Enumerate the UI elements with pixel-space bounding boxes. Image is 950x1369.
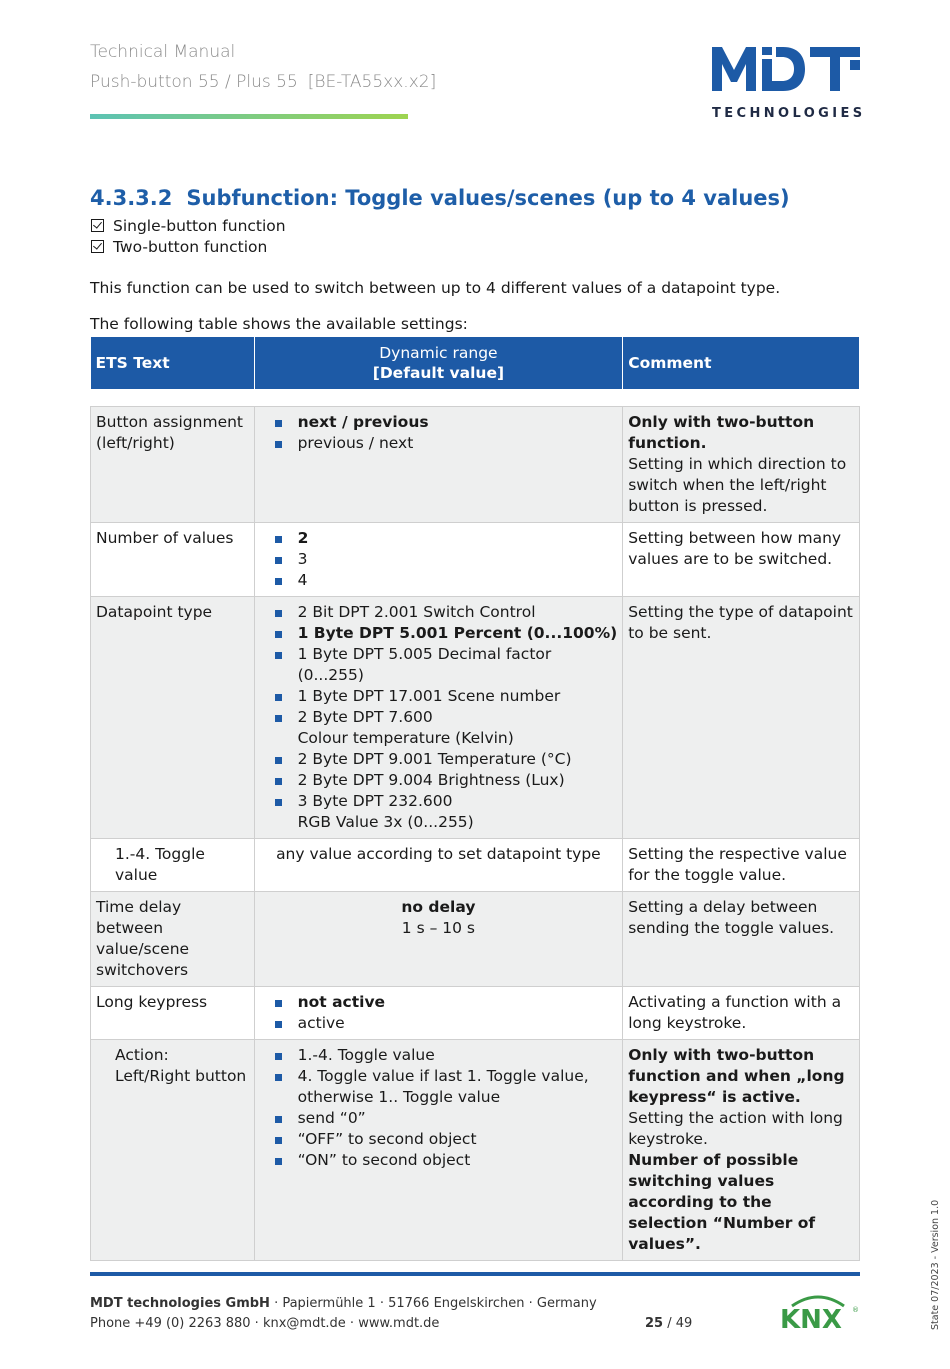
list-item: 4. Toggle value if last 1. Toggle value, otherwise 1.. Toggle value [260,1066,618,1108]
list-item: 1.-4. Toggle value [260,1045,618,1066]
check-two-button: Two-button function [91,238,267,256]
row-name: Datapoint type [91,597,255,839]
list-item: next / previous [260,412,618,433]
footer-company: MDT technologies GmbH [90,1296,270,1311]
table-row [91,987,860,1040]
header-accent-bar [90,114,408,119]
list-item: active [260,1013,618,1034]
knx-logo-icon [778,1292,860,1332]
list-item: “OFF” to second object [260,1129,618,1150]
table-intro: The following table shows the available settings: [90,315,468,333]
table-row [91,839,860,892]
table-row [91,892,860,987]
header-dynamic-range: Dynamic range [Default value] [254,337,623,389]
list-item: 2 Byte DPT 7.600 Colour temperature (Kelvin) [260,707,618,749]
footer-bar [90,1272,860,1276]
row-comment: Setting the type of datapoint to be sent. [623,597,860,839]
table-row [91,407,860,523]
list-item: 3 Byte DPT 232.600 RGB Value 3x (0...255) [260,791,618,833]
svg-text:®: ® [852,1306,859,1314]
intro-paragraph: This function can be used to switch between up to 4 different values of a datapoint type. [90,279,781,297]
row-name: 1.-4. Toggle value [91,839,255,892]
logo-subtitle: TECHNOLOGIES [712,106,866,121]
row-name: Long keypress [91,987,255,1040]
row-options [254,1040,623,1261]
list-item: 2 Byte DPT 9.004 Brightness (Lux) [260,770,618,791]
list-item: 4 [260,570,618,591]
header-ets-text: ETS Text [91,337,255,389]
footer-contact: Phone +49 (0) 2263 880 · knx@mdt.de · www.mdt.de [90,1316,440,1331]
row-value: any value according to set datapoint type [254,839,623,892]
list-item: “ON” to second object [260,1150,618,1171]
page-number: 25 / 49 [645,1316,693,1331]
footer-address: MDT technologies GmbH · Papiermühle 1 · 51766 Engelskirchen · Germany [90,1296,597,1311]
product-label: Push-button 55 / Plus 55 [90,72,298,92]
list-item: 2 Bit DPT 2.001 Switch Control [260,602,618,623]
row-options [254,523,623,597]
row-name: Action: Left/Right button [91,1040,255,1261]
manual-title: Technical Manual [90,42,236,62]
checkbox-checked-icon [91,240,104,253]
check-single-button: Single-button function [91,217,286,235]
row-options [254,407,623,523]
table-header-row [91,337,860,389]
section-number: 4.3.3.2 [90,186,173,210]
list-item: 3 [260,549,618,570]
table-row [91,1040,860,1261]
row-name: Time delay between value/scene switchovers [91,892,255,987]
list-item: 1 Byte DPT 5.005 Decimal factor (0...255) [260,644,618,686]
product-name [90,72,436,92]
list-item: 1 Byte DPT 17.001 Scene number [260,686,618,707]
list-item: 2 [260,528,618,549]
row-value: no delay 1 s – 10 s [254,892,623,987]
row-options [254,597,623,839]
version-note: State 07/2023 - Version 1.0 [930,1199,941,1330]
header-comment: Comment [623,337,860,389]
row-comment: Only with two-button function and when „long keypress“ is active. Setting the action with long keystroke. Number of possible switching values according to the selection “Number of values”. [623,1040,860,1261]
checkbox-checked-icon [91,219,104,232]
list-item: 2 Byte DPT 9.001 Temperature (°C) [260,749,618,770]
settings-table [90,337,860,1261]
table-row [91,597,860,839]
list-item: not active [260,992,618,1013]
row-comment: Setting a delay between sending the toggle values. [623,892,860,987]
row-comment: Setting the respective value for the toggle value. [623,839,860,892]
section-heading [90,186,790,210]
svg-text:KNX: KNX [780,1305,842,1332]
row-name: Number of values [91,523,255,597]
row-name: Button assignment (left/right) [91,407,255,523]
list-item: previous / next [260,433,618,454]
product-code: [BE-TA55xx.x2] [307,72,437,92]
section-title: Subfunction: Toggle values/scenes (up to 4 values) [186,186,790,210]
row-comment: Only with two-button function. Setting in which direction to switch when the left/right button is pressed. [623,407,860,523]
list-item: send “0” [260,1108,618,1129]
row-comment: Activating a function with a long keystroke. [623,987,860,1040]
list-item: 1 Byte DPT 5.001 Percent (0...100%) [260,623,618,644]
table-row [91,523,860,597]
row-options [254,987,623,1040]
row-comment: Setting between how many values are to be switched. [623,523,860,597]
